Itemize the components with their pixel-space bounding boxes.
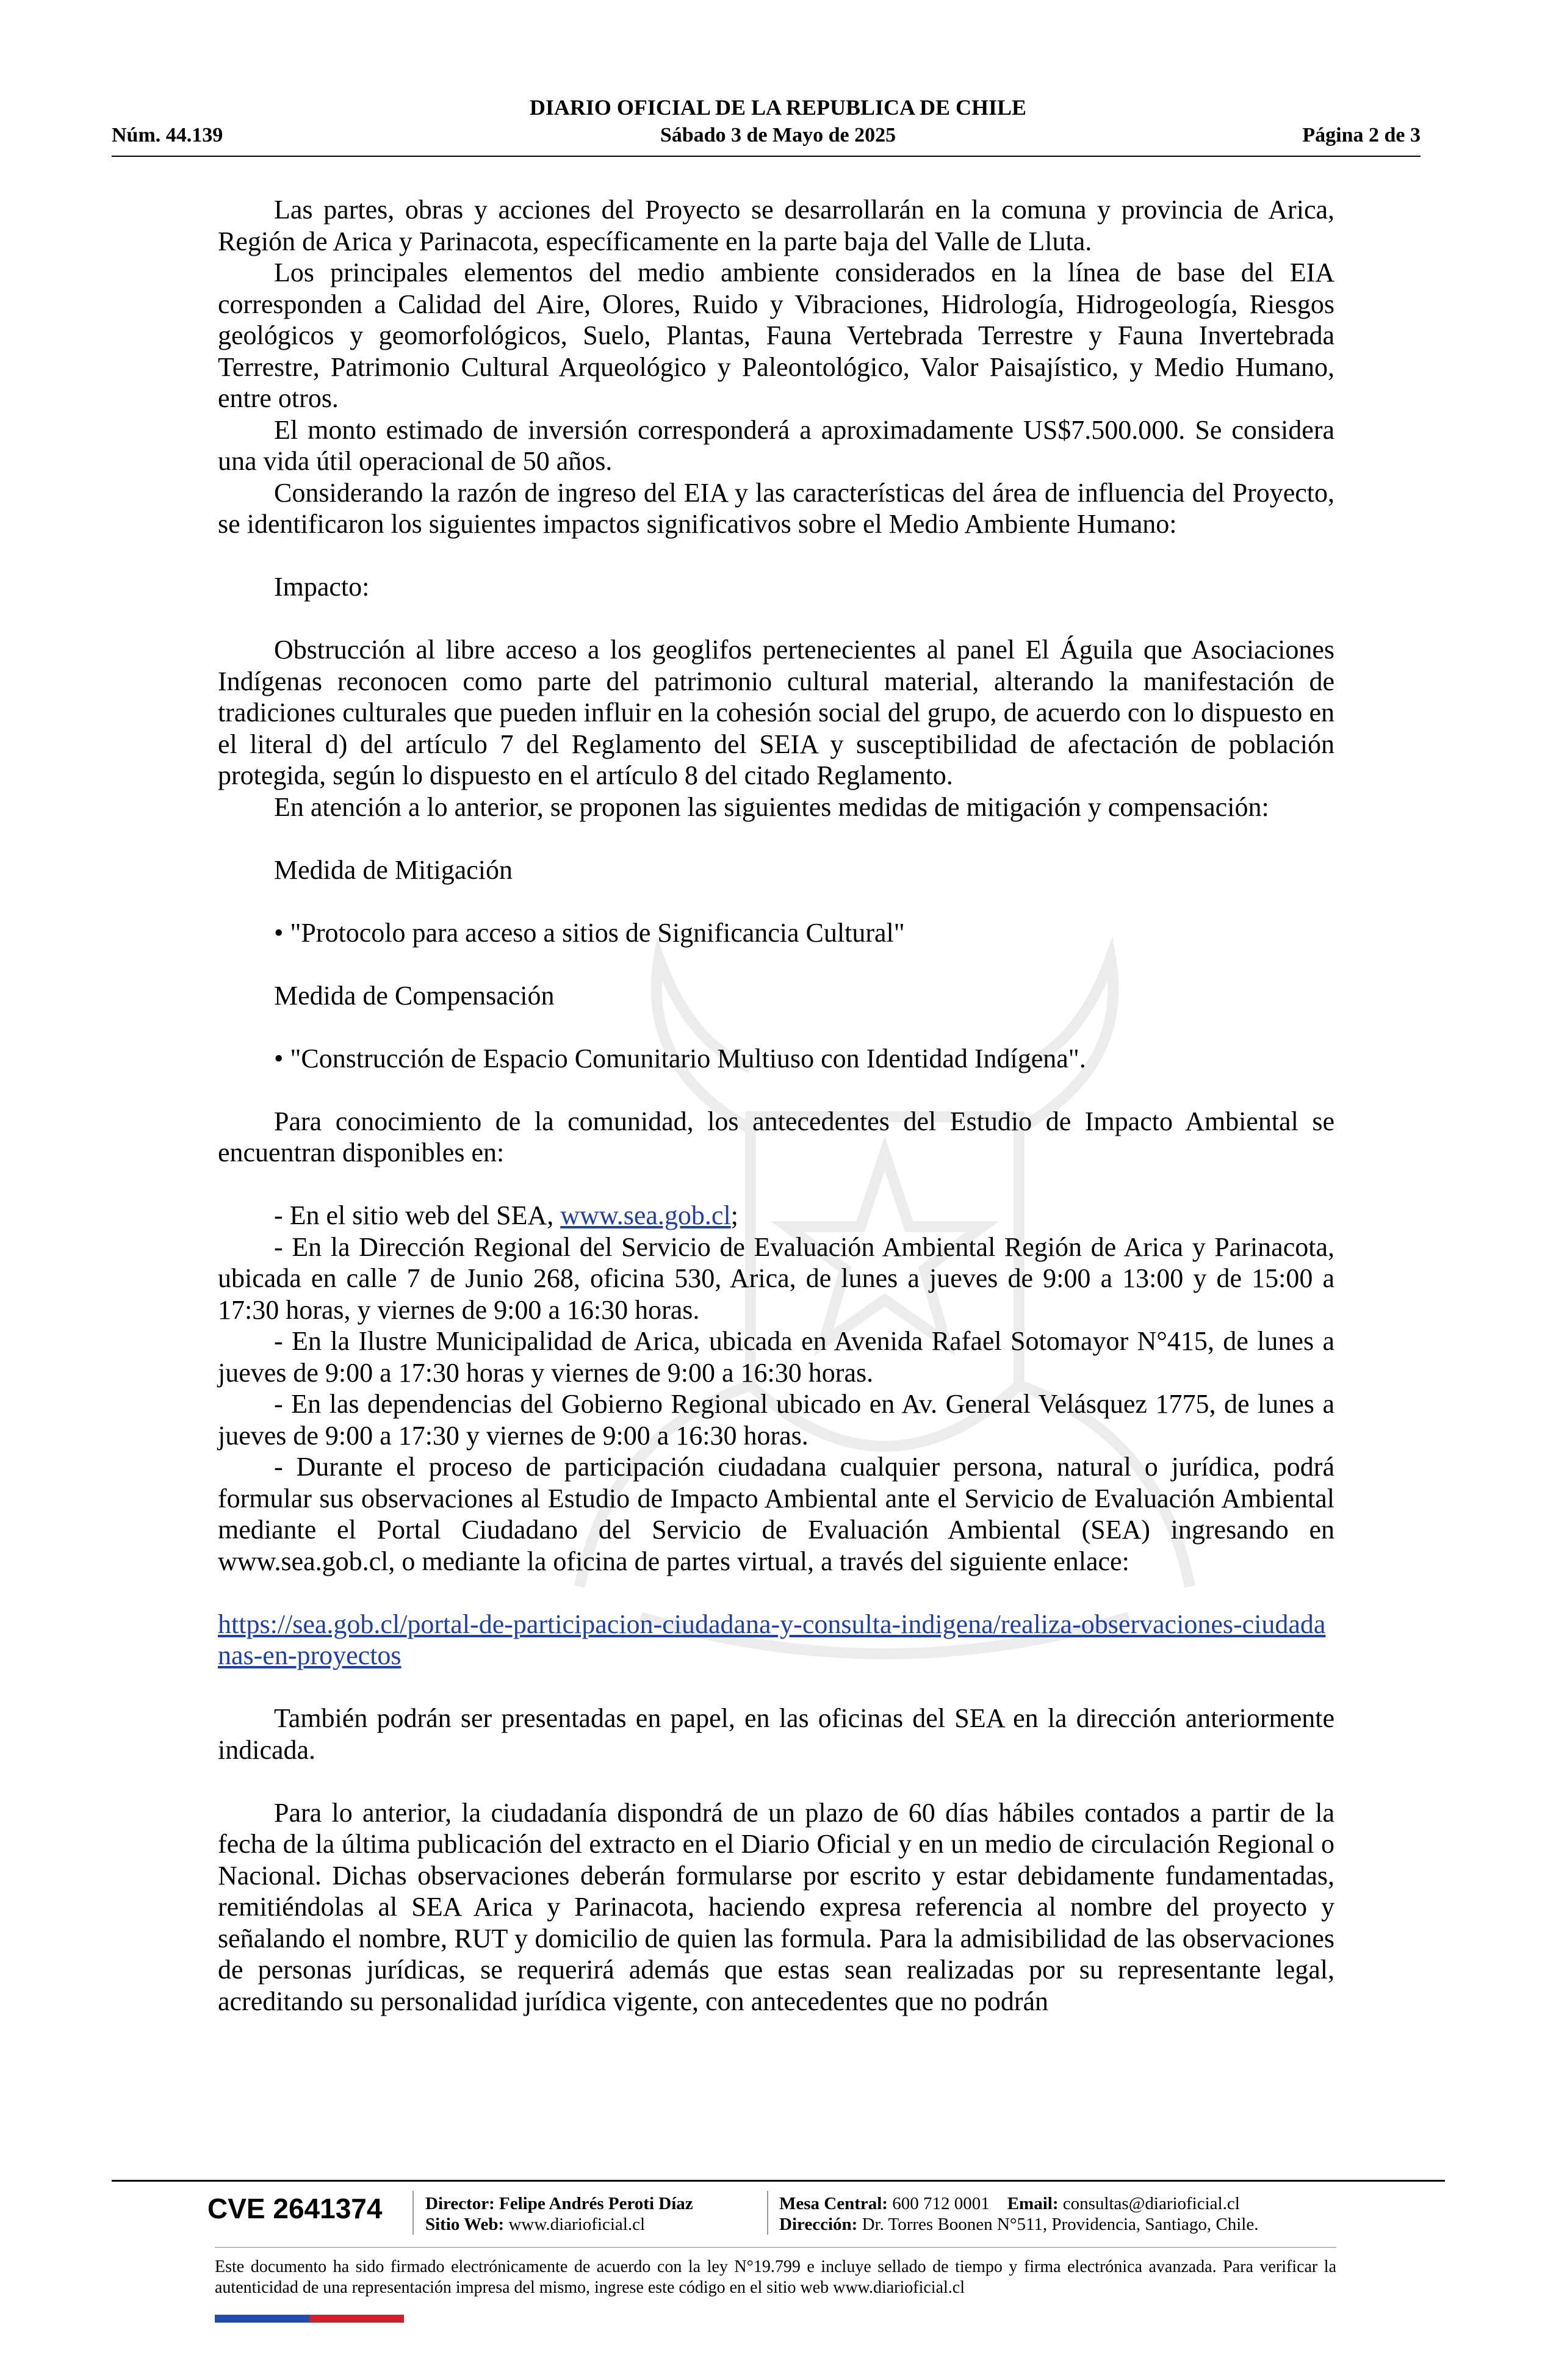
location-item: - En las dependencias del Gobierno Regional ubicado en Av. General Velásquez 1775, de lunes a jueves de 9:00 a 17:30 y viernes de 9:00 a 16:30 horas. [218, 1389, 1334, 1451]
paragraph: En atención a lo anterior, se proponen las siguientes medidas de mitigación y compensación: [274, 792, 1269, 822]
portal-link-paragraph [218, 1609, 1334, 1671]
chile-flag-stripe [215, 2315, 404, 2323]
compensation-item: • "Construcción de Espacio Comunitario Multiuso con Identidad Indígena". [274, 1043, 1086, 1073]
signature-note: Este documento ha sido firmado electrónicamente de acuerdo con la ley N°19.799 e incluye sellado de tiempo y firma electrónica avanzada. Para verificar la autenticidad de una representación impresa del mismo, ingrese este código en el sitio web www.diarioficial.cl [215, 2257, 1336, 2297]
issue-date: Sábado 3 de Mayo de 2025 [660, 124, 896, 146]
compensation-heading: Medida de Compensación [274, 980, 555, 1011]
page-number: Página 2 de 3 [1302, 124, 1421, 146]
impact-heading: Impacto: [274, 572, 370, 602]
paragraph: Las partes, obras y acciones del Proyecto se desarrollarán en la comuna y provincia de Arica, Región de Arica y Parinacota, específicamente en la parte baja del Valle de Lluta. [218, 195, 1334, 256]
sea-website-link[interactable]: www.sea.gob.cl [560, 1200, 731, 1230]
footer-separator [412, 2191, 414, 2235]
mitigation-heading: Medida de Mitigación [274, 854, 513, 885]
issue-number: Núm. 44.139 [112, 124, 223, 146]
header-divider [112, 156, 1421, 157]
paragraph: El monto estimado de inversión corresponderá a aproximadamente US$7.500.000. Se considera una vida útil operacional de 50 años. [218, 414, 1334, 476]
footer-separator [767, 2191, 768, 2235]
paragraph: Considerando la razón de ingreso del EIA y las características del área de influencia del Proyecto, se identificaron los siguientes impactos significativos sobre el Medio Ambiente Humano: [218, 477, 1334, 539]
location-item: - En el sitio web del SEA, www.sea.gob.cl; [274, 1200, 738, 1230]
footer-website[interactable]: www.diarioficial.cl [508, 2215, 646, 2234]
paragraph: Los principales elementos del medio ambiente considerados en la línea de base del EIA corresponden a Calidad del Aire, Olores, Ruido y Vibraciones, Hidrología, Hidrogeología, Riesgos geológicos y geomorfológicos, Suelo, Plantas, Fauna Vertebrada Terrestre y Fauna Invertebrada Terrestre, Patrimonio Cultural Arqueológico y Paleontológico, Valor Paisajístico, y Medio Humano, entre otros. [218, 258, 1334, 413]
article-body [218, 194, 1334, 2017]
paragraph: Para lo anterior, la ciudadanía dispondrá de un plazo de 60 días hábiles contados a partir de la fecha de la última publicación del extracto en el Diario Oficial y en un medio de circulación Regional o Nacional. Dichas observaciones deberán formularse por escrito y estar debidamente fundamentadas, remitiéndolas al SEA Arica y Parinacota, haciendo expresa referencia al nombre del proyecto y señalando el nombre, RUT y domicilio de quien las formula. Para la admisibilidad de las observaciones de personas jurídicas, se requerirá además que estas sean realizadas por su representante legal, acreditando su personalidad jurídica vigente, con antecedentes que no podrán [218, 1797, 1334, 2016]
footer-email[interactable]: consultas@diarioficial.cl [1062, 2194, 1240, 2213]
newspaper-title: DIARIO OFICIAL DE LA REPUBLICA DE CHILE [529, 95, 1027, 120]
paragraph: También podrán ser presentadas en papel, en las oficinas del SEA en la dirección anteriormente indicada. [218, 1703, 1334, 1765]
location-item: - En la Ilustre Municipalidad de Arica, ubicada en Avenida Rafael Sotomayor N°415, de lunes a jueves de 9:00 a 17:30 horas y viernes de 9:00 a 16:30 horas. [218, 1326, 1334, 1388]
mitigation-item: • "Protocolo para acceso a sitios de Significancia Cultural" [274, 917, 905, 948]
footer-divider [112, 2180, 1445, 2182]
impact-description: Obstrucción al libre acceso a los geoglifos pertenecientes al panel El Águila que Asociaciones Indígenas reconocen como parte del patrimonio cultural material, alterando la manifestación de tradiciones culturales que pueden influir en la cohesión social del grupo, de acuerdo con lo dispuesto en el literal d) del artículo 7 del Reglamento del SEIA y susceptibilidad de afectación de población protegida, según lo dispuesto en el artículo 8 del citado Reglamento. [218, 635, 1334, 790]
footer-thin-divider [215, 2247, 1336, 2248]
portal-link[interactable]: https://sea.gob.cl/portal-de-participacion-ciudadana-y-consulta-indigena/realiza-observaciones-ciudadanas-en-proyectos [218, 1609, 1326, 1670]
footer-director-info: Director: Felipe Andrés Peroti Díaz Sitio Web: www.diarioficial.cl [425, 2194, 693, 2234]
cve-code: CVE 2641374 [207, 2193, 383, 2224]
location-item: - Durante el proceso de participación ciudadana cualquier persona, natural o jurídica, podrá formular sus observaciones al Estudio de Impacto Ambiental ante el Servicio de Evaluación Ambiental mediante el Portal Ciudadano del Servicio de Evaluación Ambiental (SEA) ingresando en www.sea.gob.cl, o mediante la oficina de partes virtual, a través del siguiente enlace: [218, 1452, 1334, 1576]
paragraph: Para conocimiento de la comunidad, los antecedentes del Estudio de Impacto Ambiental se encuentran disponibles en: [218, 1106, 1334, 1167]
footer-contact-info: Mesa Central: 600 712 0001 Email: consultas@diarioficial.cl Dirección: Dr. Torres Boonen N°511, Providencia, Santiago, Chile. [779, 2194, 1259, 2234]
location-item: - En la Dirección Regional del Servicio de Evaluación Ambiental Región de Arica y Parinacota, ubicada en calle 7 de Junio 268, oficina 530, Arica, de lunes a jueves de 9:00 a 13:00 y de 15:00 a 17:30 horas, y viernes de 9:00 a 16:30 horas. [218, 1231, 1334, 1325]
